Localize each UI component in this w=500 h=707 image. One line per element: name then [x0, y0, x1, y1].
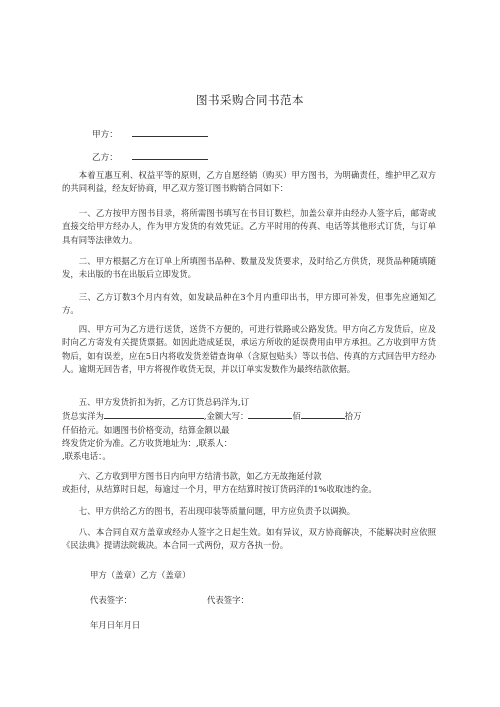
representative-a: 代表签字： [90, 595, 132, 605]
clause-4-text: 四、甲方可为乙方进行送货，送货不方便的，可进行铁路或公路发货。甲方向乙方发货后，应及时向乙方寄发有关提货票据。如因此造成延误，承运方所收的延误费用由甲方承担。乙方收到甲方货物后，如有误差，应在5日内将收发货差错查询单（含原包贴头）等以书信、传真的方式回告甲方经办人。逾期无回告者，甲方将视作收货无误，并以订单实发数作为最终结款依据。 [62, 324, 436, 374]
representative-b: 代表签字： [207, 595, 249, 605]
clause-5-line-5: ,联系电话：。 [62, 451, 111, 462]
party-b-line [92, 150, 208, 164]
party-a-label: 甲方： [92, 130, 118, 140]
clause-7-text: 七、甲方供给乙方的图书，若出现印装等质量问题，甲方应负责予以调换。 [78, 506, 356, 516]
intro-paragraph [62, 169, 436, 196]
party-b-label: 乙方： [92, 153, 118, 163]
clause-5-line-2: 货总实洋为 ,金额大写： 佰 拾万 [62, 411, 362, 422]
clause-5-line-1: 五、甲方发货折扣为折，乙方订货总码洋为,订 [78, 397, 249, 407]
clause-3 [62, 291, 436, 318]
clause-1-text: 一、乙方按甲方图书目录，将所需图书填写在书目订数栏，加盖公章并由经办人签字后，邮寄或直接交给甲方经办人，作为甲方发货的有效凭证。乙方平时用的传真、电话等其他形式订货，与订单具有同等法律效力。 [62, 208, 436, 245]
amount-hundreds-blank [248, 409, 292, 419]
clause-5 [62, 396, 436, 463]
document-title: 图书采购合同书范本 [196, 93, 304, 107]
clause-8-text: 八、本合同自双方盖章或经办人签字之日起生效。如有异议，双方协商解决，不能解决时应依照《民法典》提请法院裁决。本合同一式两份，双方各执一份。 [62, 527, 436, 551]
amount-tens-blank [301, 409, 345, 419]
party-b-blank [132, 150, 208, 160]
clause-5-line-4: 终发货定价为准。乙方收货地址为：,联系人： [62, 437, 233, 448]
clause-1 [62, 207, 436, 247]
date-line: 年月日年月日 [90, 620, 141, 630]
party-a-blank [132, 127, 208, 137]
clause-4 [62, 323, 436, 376]
clause-7 [62, 505, 436, 518]
clause-6-line-2: 或拒付，从结算时日起，每逾过一个月，甲方在结算时按订货码洋的1%收取违约金。 [62, 484, 377, 495]
clause-8 [62, 526, 436, 553]
clause-2 [62, 255, 436, 282]
seal-line: 甲方（盖章）乙方（盖章） [90, 570, 191, 580]
clause-6-line-1: 六、乙方收到甲方图书日内向甲方结清书款，如乙方无故拖延付款 [78, 471, 322, 481]
clause-5-line-3: 仟佰拾元。如遇图书价格变动，结算金额以最 [62, 424, 230, 435]
party-a-line [92, 127, 208, 141]
clause-6 [62, 470, 436, 497]
intro-text: 本着互惠互利、权益平等的原则，乙方自愿经销（购买）甲方图书，为明确责任，维护甲乙双方的共同利益，经友好协商，甲乙双方签订图书购销合同如下： [62, 170, 436, 194]
clause-2-text: 二、甲方根据乙方在订单上所填图书品种、数量及发货要求，及时给乙方供货，现货品种随填随发，未出版的书在出版后立即发货。 [62, 256, 436, 280]
clause-3-text: 三、乙方订数3个月内有效，如发缺品种在3个月内重印出书，甲方即可补发，但事先应通知乙方。 [62, 292, 436, 316]
actual-price-blank [104, 409, 204, 419]
